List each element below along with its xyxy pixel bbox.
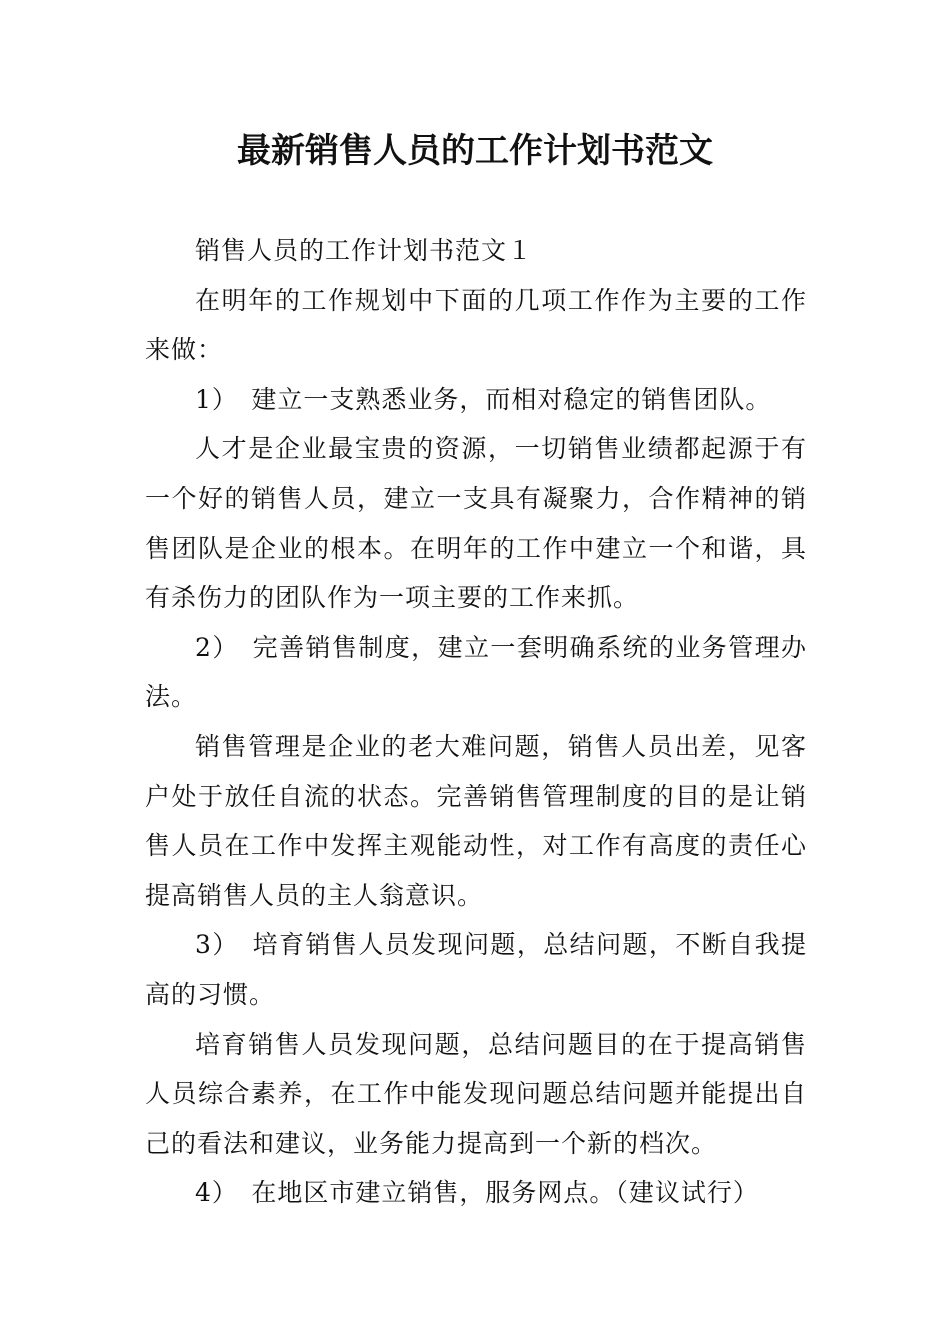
document-body [145,226,807,1218]
paragraph-item-1-body: 人才是企业最宝贵的资源，一切销售业绩都起源于有一个好的销售人员，建立一支具有凝聚力，合作精神的销售团队是企业的根本。在明年的工作中建立一个和谐，具有杀伤力的团队作为一项主要的工作来抓。 [145,434,807,613]
paragraph-item-1-heading: 1） 建立一支熟悉业务，而相对稳定的销售团队。 [195,384,772,414]
paragraph-item-3-body: 培育销售人员发现问题，总结问题目的在于提高销售人员综合素养，在工作中能发现问题总结问题并能提出自己的看法和建议，业务能力提高到一个新的档次。 [145,1029,807,1158]
paragraph-item-2-body: 销售管理是企业的老大难问题，销售人员出差，见客户处于放任自流的状态。完善销售管理制度的目的是让销售人员在工作中发挥主观能动性，对工作有高度的责任心提高销售人员的主人翁意识。 [145,731,807,910]
paragraph-item-4-heading: 4） 在地区市建立销售，服务网点。（建议试行） [195,1178,759,1208]
document-title: 最新销售人员的工作计划书范文 [237,131,713,171]
paragraph-item-3-heading: 3） 培育销售人员发现问题，总结问题，不断自我提高的习惯。 [145,930,807,1009]
paragraph-subtitle: 销售人员的工作计划书范文１ [195,236,534,265]
paragraph-intro: 在明年的工作规划中下面的几项工作作为主要的工作来做： [145,285,807,365]
paragraph-item-2-heading: 2） 完善销售制度，建立一套明确系统的业务管理办法。 [145,632,807,712]
